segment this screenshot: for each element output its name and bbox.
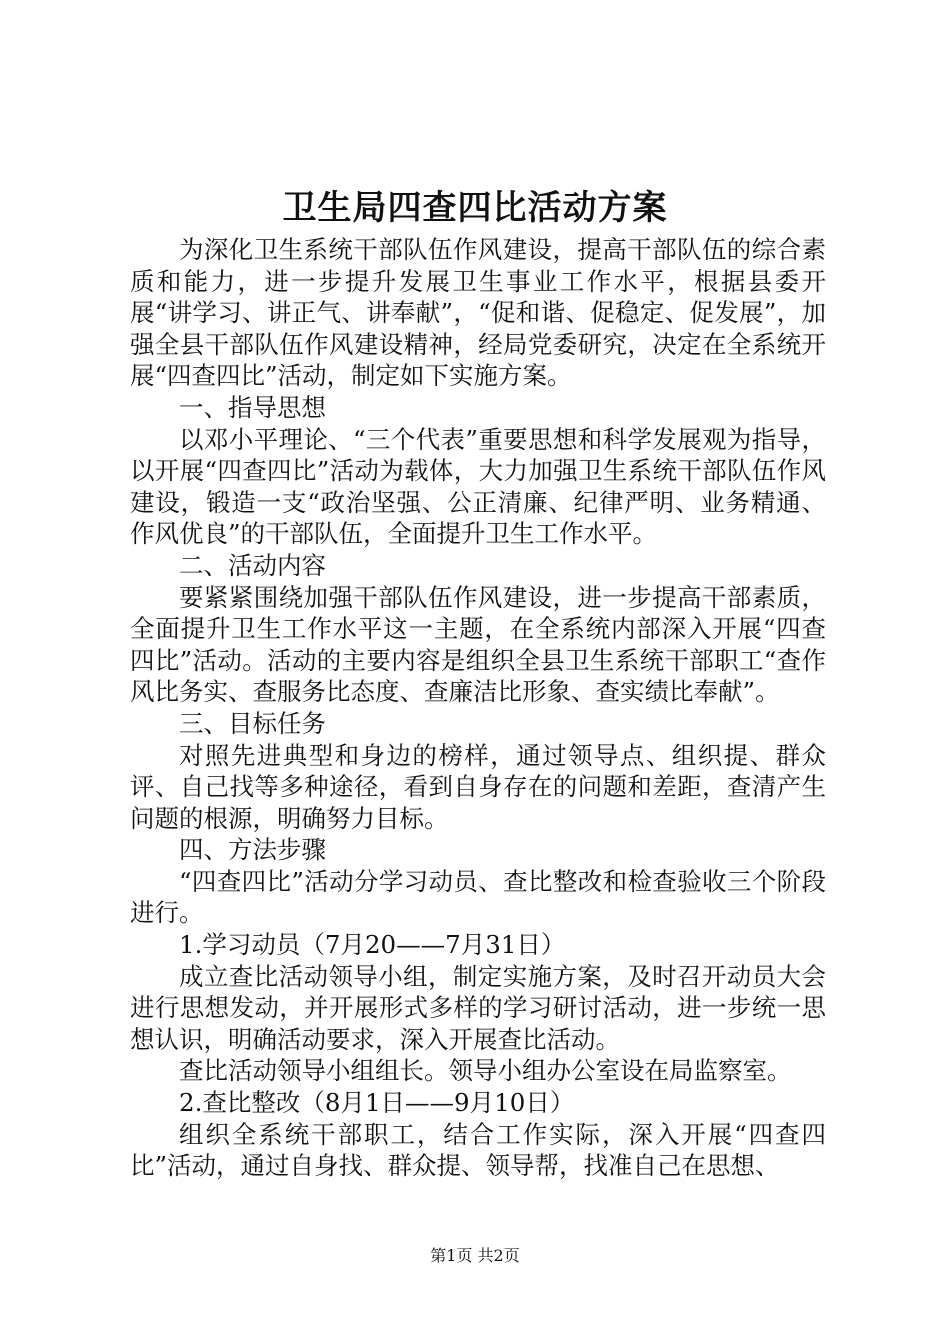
body-paragraph: 查比活动领导小组组长。领导小组办公室设在局监察室。 [179, 1056, 792, 1086]
body-paragraph: 对照先进典型和身边的榜样，通过领导点、组织提、群众评、自己找等多种途径，看到自身存在的问题和差距，查清产生问题的根源，明确努力目标。 [130, 740, 826, 833]
body-paragraph: “四查四比”活动分学习动员、查比整改和检查验收三个阶段进行。 [130, 866, 826, 928]
body-paragraph: 要紧紧围绕加强干部队伍作风建设，进一步提高干部素质，全面提升卫生工作水平这一主题，在全系统内部深入开展“四查四比”活动。活动的主要内容是组织全县卫生系统干部职工“查作风比务实、查服务比态度、查廉洁比形象、查实绩比奉献”。 [130, 582, 826, 707]
subsection-heading-1: 1.学习动员（7月20——7月31日） [179, 930, 566, 960]
body-paragraph: 成立查比活动领导小组，制定实施方案，及时召开动员大会进行思想发动，并开展形式多样的学习研讨活动，进一步统一思想认识，明确活动要求，深入开展查比活动。 [130, 961, 826, 1054]
section-heading-1: 一、指导思想 [179, 392, 326, 422]
section-heading-2: 二、活动内容 [179, 550, 326, 580]
section-heading-3: 三、目标任务 [179, 708, 326, 738]
body-paragraph: 以邓小平理论、“三个代表”重要思想和科学发展观为指导，以开展“四查四比”活动为载体，大力加强卫生系统干部队伍作风建设，锻造一支“政治坚强、公正清廉、纪律严明、业务精通、作风优良”的干部队伍，全面提升卫生工作水平。 [130, 424, 826, 549]
intro-paragraph: 为深化卫生系统干部队伍作风建设，提高干部队伍的综合素质和能力，进一步提升发展卫生事业工作水平，根据县委开展“讲学习、讲正气、讲奉献”，“促和谐、促稳定、促发展”，加强全县干部队伍作风建设精神，经局党委研究，决定在全系统开展“四查四比”活动，制定如下实施方案。 [130, 235, 826, 391]
subsection-heading-2: 2.查比整改（8月1日——9月10日） [179, 1088, 575, 1118]
document-title: 卫生局四查四比活动方案 [282, 188, 668, 228]
body-paragraph: 组织全系统干部职工，结合工作实际，深入开展“四查四比”活动，通过自身找、群众提、领导帮，找准自己在思想、 [130, 1119, 826, 1181]
document-body [130, 234, 826, 1182]
page-footer: 第1页 共2页 [430, 1246, 520, 1265]
section-heading-4: 四、方法步骤 [179, 835, 326, 865]
